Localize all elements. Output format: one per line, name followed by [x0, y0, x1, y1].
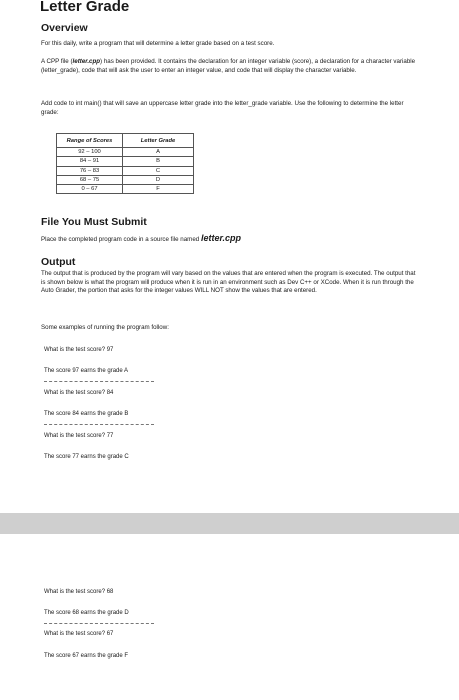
example-result: The score 77 earns the grade C	[44, 454, 129, 460]
example-prompt: What is the test score? 67	[44, 631, 114, 637]
example-result: The score 84 earns the grade B	[44, 411, 129, 417]
grade-table	[56, 133, 194, 194]
submit-filename: letter.cpp	[200, 233, 241, 243]
page-title: Letter Grade	[40, 0, 130, 15]
table-row	[57, 148, 194, 157]
cpp-file-name: letter.cpp	[72, 58, 101, 65]
range-cell: 76 – 83	[57, 166, 123, 175]
header-letter: Letter Grade	[123, 134, 194, 148]
example-result: The score 97 earns the grade A	[44, 368, 129, 374]
overview-paragraph-3: Add code to int main() that will save an uppercase letter grade into the letter_grade variable. Use the following to determine the letter grade:	[41, 100, 404, 116]
p2-pre-text: A CPP file (	[41, 58, 73, 65]
example-result: The score 67 earns the grade F	[44, 653, 129, 659]
page-separator	[0, 514, 459, 534]
table-row	[57, 157, 194, 166]
range-cell: 68 – 75	[57, 175, 123, 184]
letter-cell: F	[123, 185, 194, 194]
grade-table-header-row	[57, 134, 194, 148]
example-result: The score 68 earns the grade D	[44, 610, 129, 616]
example-prompt: What is the test score? 84	[44, 390, 114, 396]
header-range: Range of Scores	[57, 134, 123, 148]
output-paragraph-1: The output that is produced by the program will vary based on the values that are entered when the program is executed. The output that is shown below is what the program will produce when it is run in an environment such as Dev C++ or XCode. When it is run through the Auto Grader, the portion that asks for the integer values WILL NOT show the values that are entered.	[41, 270, 416, 295]
example-divider	[44, 623, 154, 624]
example-prompt: What is the test score? 68	[44, 589, 114, 595]
overview-paragraph-2	[41, 58, 419, 75]
output-paragraph-2: Some examples of running the program follow:	[41, 324, 169, 331]
letter-cell: B	[123, 157, 194, 166]
letter-cell: C	[123, 166, 194, 175]
letter-cell: D	[123, 175, 194, 184]
example-prompt: What is the test score? 77	[44, 433, 114, 439]
overview-paragraph-1: For this daily, write a program that will determine a letter grade based on a test score.	[41, 40, 275, 47]
example-divider	[44, 424, 154, 425]
document-page-2	[0, 534, 459, 700]
table-row	[57, 166, 194, 175]
overview-heading: Overview	[41, 22, 88, 34]
output-heading: Output	[41, 256, 76, 268]
range-cell: 92 – 100	[57, 148, 123, 157]
letter-cell: A	[123, 148, 194, 157]
submit-heading: File You Must Submit	[41, 216, 147, 228]
table-row	[57, 185, 194, 194]
example-prompt: What is the test score? 97	[44, 347, 114, 353]
submit-text-body: Place the completed program code in a source file named	[41, 236, 200, 243]
p2-post-text: ) has been provided. It contains the declaration for an integer variable (score), a declaration for a character variable (letter_grade), code that will ask the user to enter an integer value, and code that will display the character variable.	[41, 58, 416, 74]
example-divider	[44, 381, 154, 382]
range-cell: 84 – 91	[57, 157, 123, 166]
table-row	[57, 175, 194, 184]
range-cell: 0 – 67	[57, 185, 123, 194]
submit-text	[41, 234, 419, 245]
